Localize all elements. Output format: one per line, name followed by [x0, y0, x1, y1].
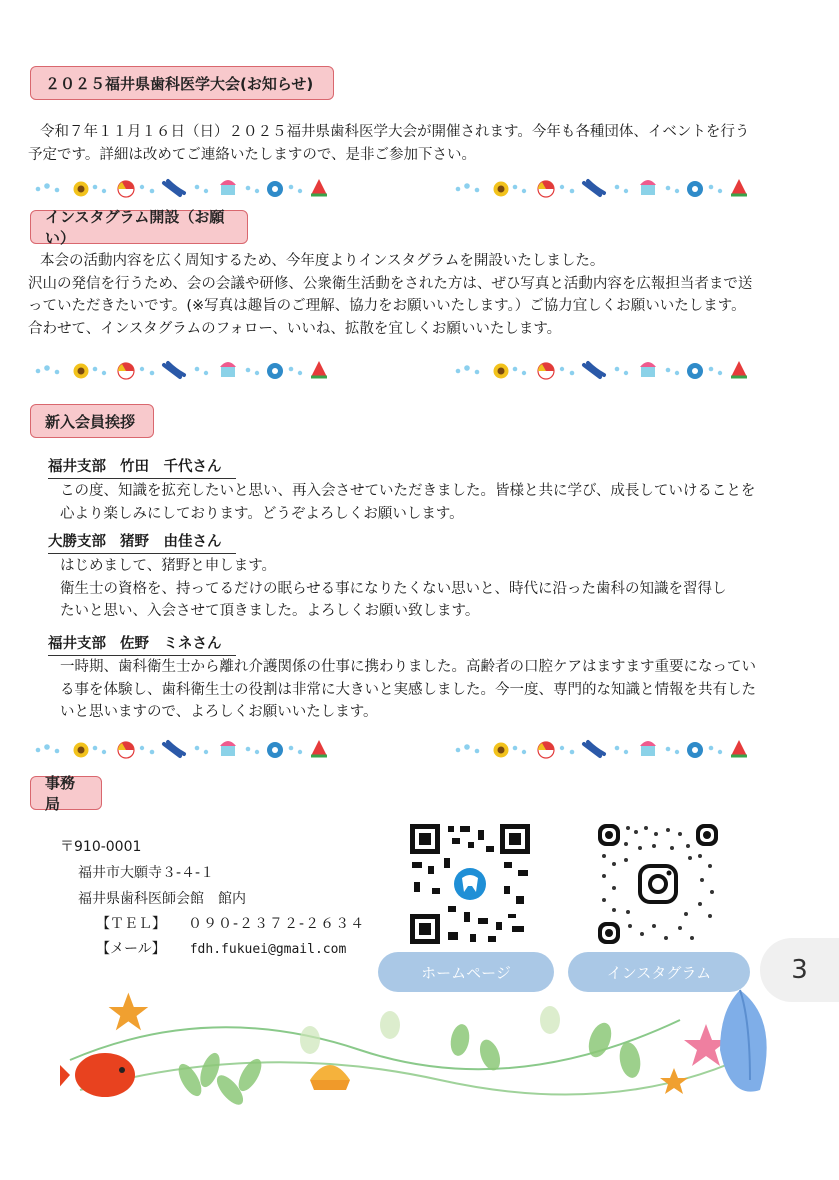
member-greeting-3	[60, 656, 810, 724]
mail-label: 【メール】	[96, 941, 166, 957]
paragraph-line: 沢山の発信を行うため、会の会議や研修、公衆衛生活動をされた方は、ぜひ写真と活動内容を広報担当者まで送	[28, 275, 753, 292]
conference-paragraph	[28, 121, 814, 166]
member-name: 猪野 由佳さん	[120, 534, 222, 550]
page-number: 3	[760, 938, 839, 1002]
member-name-1	[48, 455, 236, 479]
tel-label: 【ＴＥＬ】	[96, 916, 166, 932]
instagram-paragraph	[28, 250, 814, 340]
decorative-divider	[30, 174, 810, 204]
paragraph-line: 合わせて、インスタグラムのフォロー、いいね、拡散を宜しくお願いいたします。	[28, 320, 562, 337]
section-heading-instagram: インスタグラム開設（お願い）	[30, 210, 248, 244]
instagram-qr-code[interactable]	[596, 822, 720, 946]
tel-value: ０９０-２３７２-２６３４	[188, 916, 366, 932]
mail-row	[96, 938, 346, 958]
paragraph-line: 心より楽しみにしております。どうぞよろしくお願いします。	[60, 505, 464, 522]
address: 福井市大願寺３-４-１	[78, 865, 215, 881]
paragraph-line: 衛生士の資格を、持ってるだけの眠らせる事になりたくない思いと、時代に沿った歯科の知識を習得し	[60, 580, 727, 597]
member-greeting-1	[60, 480, 810, 525]
section-heading-dental-conference: ２０２５福井県歯科医学大会(お知らせ)	[30, 66, 334, 100]
instagram-button[interactable]: インスタグラム	[568, 952, 750, 992]
paragraph-line: 予定です。詳細は改めてご連絡いたしますので、是非ご参加下さい。	[28, 146, 477, 163]
member-branch: 福井支部	[48, 459, 106, 475]
section-heading-secretariat: 事務局	[30, 776, 102, 810]
member-name-3	[48, 632, 236, 656]
member-name: 佐野 ミネさん	[120, 636, 222, 652]
paragraph-line: 本会の活動内容を広く周知するため、今年度よりインスタグラムを開設いたしました。	[40, 253, 605, 269]
decorative-divider	[30, 735, 810, 765]
paragraph-line: たいと思い、入会させて頂きました。よろしくお願い致します。	[60, 603, 480, 619]
building: 福井県歯科医師会館 館内	[78, 891, 246, 907]
postal-code: 〒910-0001	[60, 839, 142, 855]
homepage-qr-code[interactable]	[408, 822, 532, 946]
mail-value[interactable]: fdh.fukuei@gmail.com	[189, 942, 347, 957]
paragraph-line: いと思いますので、よろしくお願いいたします。	[60, 704, 378, 720]
member-branch: 大勝支部	[48, 534, 106, 550]
member-name: 竹田 千代さん	[120, 459, 222, 475]
member-branch: 福井支部	[48, 636, 106, 652]
paragraph-line: この度、知識を拡充したいと思い、再入会させていただきました。皆様と共に学び、成長していけることを	[60, 483, 756, 499]
paragraph-line: っていただきたいです。(※写真は趣旨のご理解、協力をお願いいたします。）ご協力宜しくお願いいたします。	[28, 298, 746, 314]
paragraph-line: る事を体験し、歯科衛生士の役割は非常に大きいと実感しました。今一度、専門的な知識と情報を共有した	[60, 681, 756, 698]
tel-row	[96, 913, 365, 933]
paragraph-line: 令和７年１１月１６日（日）２０２５福井県歯科医学大会が開催されます。今年も各種団体、イベントを行う	[40, 124, 750, 140]
member-greeting-2	[60, 555, 810, 623]
homepage-button[interactable]: ホームページ	[378, 952, 554, 992]
decorative-divider	[30, 356, 810, 386]
paragraph-line: はじめまして、猪野と申します。	[60, 558, 277, 574]
member-name-2	[48, 530, 236, 554]
summer-illustration	[60, 980, 780, 1130]
paragraph-line: 一時期、歯科衛生士から離れ介護関係の仕事に携わりました。高齢者の口腔ケアはますます重要になってい	[60, 659, 756, 675]
section-heading-new-members: 新入会員挨拶	[30, 404, 154, 438]
